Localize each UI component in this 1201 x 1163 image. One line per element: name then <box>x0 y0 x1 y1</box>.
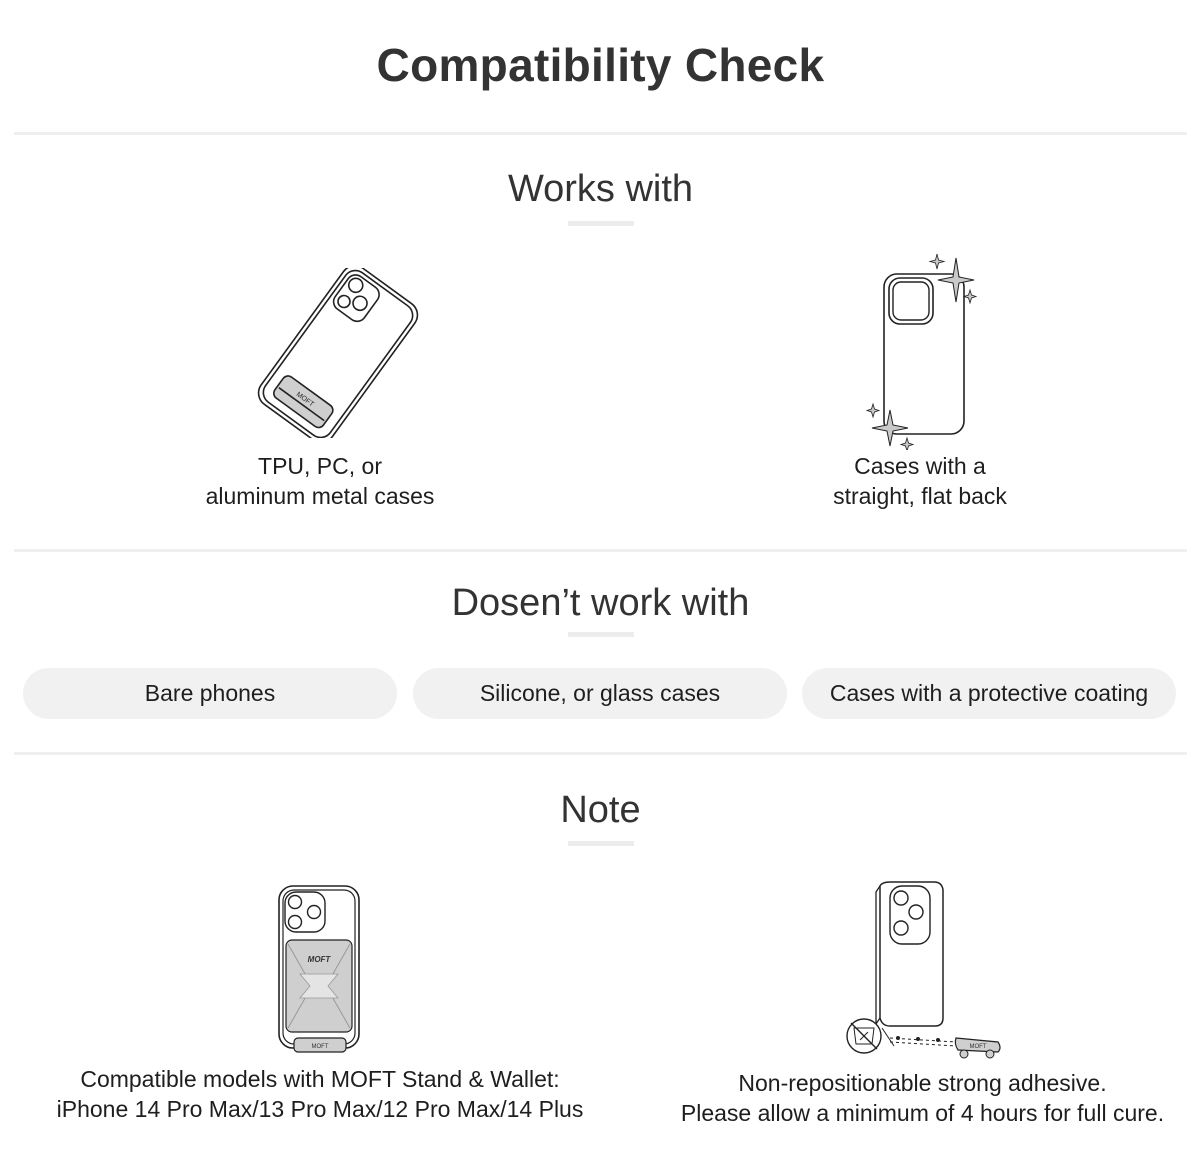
note-underline <box>568 841 634 846</box>
caption-line: Please allow a minimum of 4 hours for full cure. <box>680 1100 1165 1126</box>
caption-line: TPU, PC, or <box>258 453 382 479</box>
caption-line: Cases with a <box>854 453 986 479</box>
caption-line: straight, flat back <box>833 483 1007 509</box>
caption-line: iPhone 14 Pro Max/13 Pro Max/12 Pro Max/14 Plus <box>56 1096 584 1122</box>
divider <box>14 132 1187 135</box>
works-with-caption-1 <box>120 451 520 511</box>
note-caption-2 <box>650 1068 1195 1128</box>
works-with-underline <box>568 221 634 226</box>
divider <box>14 752 1187 755</box>
flat-back-case-sparkle-icon <box>860 250 990 450</box>
works-with-caption-2 <box>720 451 1120 511</box>
pill-protective-coating-cases: Cases with a protective coating <box>802 668 1176 719</box>
caption-line: Non-repositionable strong adhesive. <box>738 1070 1107 1096</box>
non-repositionable-adhesive-icon <box>838 878 1008 1063</box>
note-caption-1 <box>10 1064 630 1124</box>
page-title: Compatibility Check <box>376 39 825 91</box>
svg-text:MOFT: MOFT <box>969 1044 987 1050</box>
divider <box>14 549 1187 552</box>
doesnt-work-with-title: Dosen’t work with <box>451 582 750 624</box>
pill-bare-phones: Bare phones <box>23 668 397 719</box>
works-with-title: Works with <box>507 168 694 210</box>
pill-silicone-glass-cases: Silicone, or glass cases <box>413 668 787 719</box>
doesnt-work-with-underline <box>568 632 634 637</box>
svg-text:MOFT: MOFT <box>307 955 331 964</box>
svg-text:MOFT: MOFT <box>311 1044 329 1050</box>
caption-line: aluminum metal cases <box>205 483 435 509</box>
phone-with-moft-stand-wallet-icon <box>270 882 370 1057</box>
note-title: Note <box>560 789 641 831</box>
caption-line: Compatible models with MOFT Stand & Wallet: <box>80 1066 560 1092</box>
svg-text:MOFT: MOFT <box>294 391 315 409</box>
tilted-phone-case-with-moft-icon <box>250 268 420 438</box>
